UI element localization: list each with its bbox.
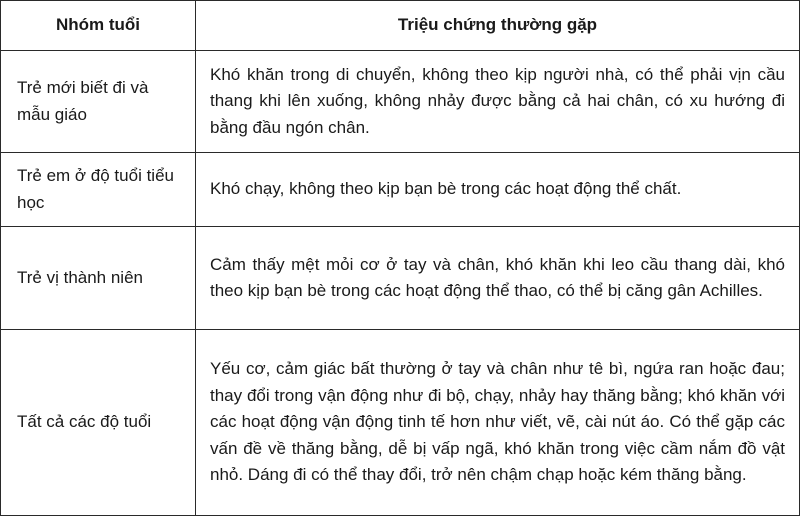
header-row [1,1,800,51]
age-group-cell: Trẻ mới biết đi và mẫu giáo [1,51,196,153]
symptoms-cell: Khó khăn trong di chuyển, không theo kịp người nhà, có thể phải vịn cầu thang khi lên xuống, không nhảy được bằng cả hai chân, có xu hướng đi bằng đầu ngón chân. [196,51,800,153]
symptoms-cell: Yếu cơ, cảm giác bất thường ở tay và chân như tê bì, ngứa ran hoặc đau; thay đổi trong vận động như đi bộ, chạy, nhảy hay thăng bằng; khó khăn với các hoạt động vận động tinh tế hơn như viết, vẽ, cài nút áo. Có thể gặp các vấn đề về thăng bằng, dễ bị vấp ngã, khó khăn trong việc cầm nắm đồ vật nhỏ. Dáng đi có thể thay đổi, trở nên chậm chạp hoặc kém thăng bằng. [196,330,800,516]
age-group-cell: Trẻ em ở độ tuổi tiểu học [1,153,196,227]
header-age-group: Nhóm tuổi [1,1,196,51]
symptoms-cell: Khó chạy, không theo kịp bạn bè trong các hoạt động thể chất. [196,153,800,227]
table-header [1,1,800,51]
table-row [1,227,800,330]
header-symptoms: Triệu chứng thường gặp [196,1,800,51]
table-row [1,51,800,153]
table-body [1,51,800,516]
table-row [1,153,800,227]
age-group-cell: Trẻ vị thành niên [1,227,196,330]
symptoms-cell: Cảm thấy mệt mỏi cơ ở tay và chân, khó khăn khi leo cầu thang dài, khó theo kịp bạn bè trong các hoạt động thể thao, có thể bị căng gân Achilles. [196,227,800,330]
table-row [1,330,800,516]
age-group-cell: Tất cả các độ tuổi [1,330,196,516]
